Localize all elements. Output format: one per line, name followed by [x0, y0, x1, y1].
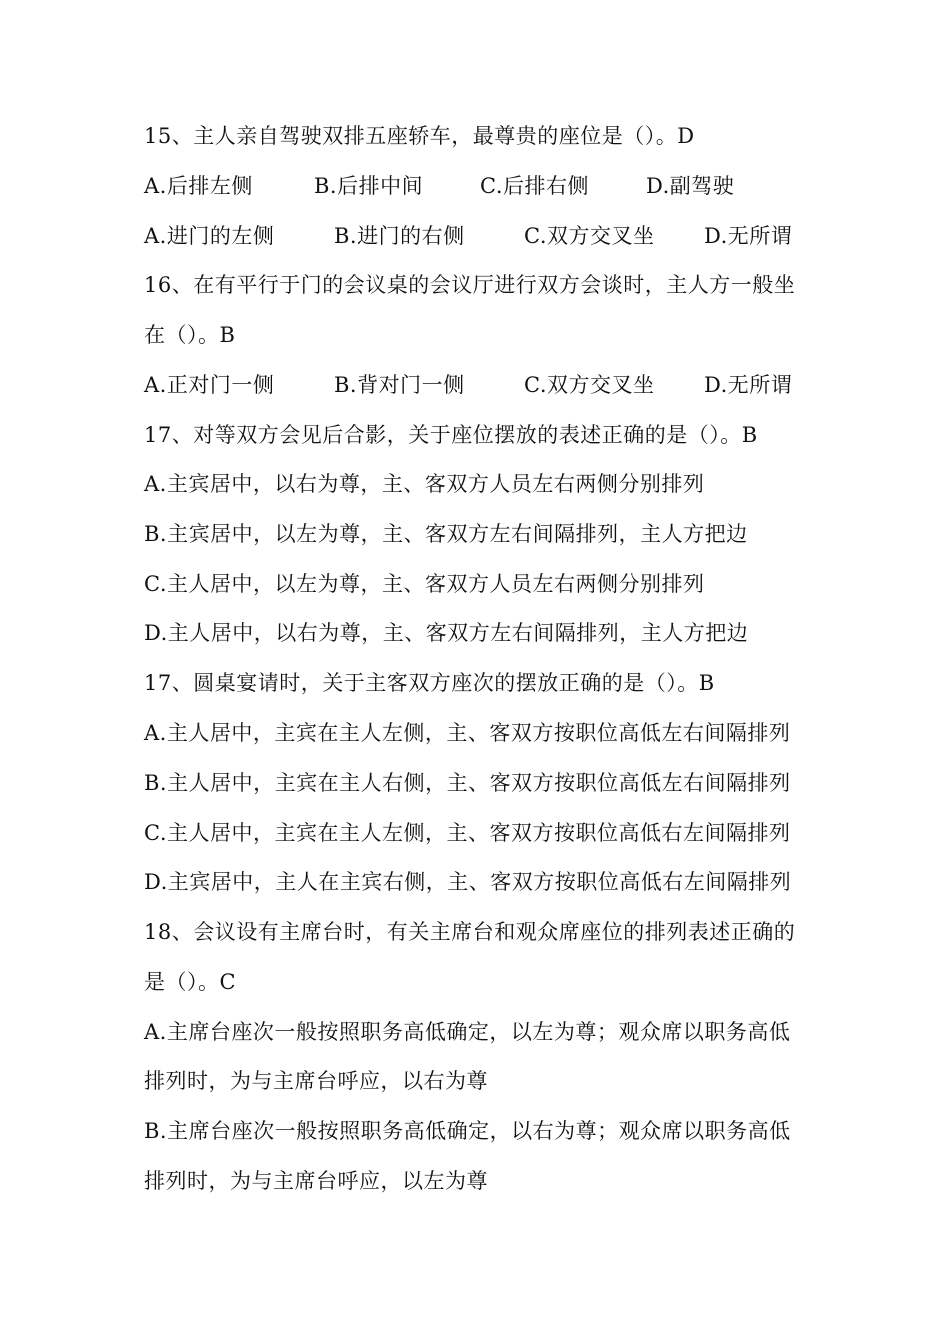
- question-17b-option-d: D.主宾居中，主人在主宾右侧，主、客双方按职位高低右左间隔排列: [144, 870, 792, 894]
- question-17b-option-b: B.主人居中，主宾在主人右侧，主、客双方按职位高低左右间隔排列: [144, 771, 791, 795]
- question-15-options-row-2: [144, 211, 824, 261]
- option-a: A.后排左侧: [144, 174, 253, 198]
- question-16-options-row: [144, 360, 824, 410]
- option-b: B.进门的右侧: [334, 224, 465, 248]
- question-17a-option-c: C.主人居中，以左为尊，主、客双方人员左右两侧分别排列: [144, 572, 705, 596]
- question-17b-stem: 17、圆桌宴请时，关于主客双方座次的摆放正确的是（）。B: [144, 671, 715, 695]
- question-16-stem-line-1: 16、在有平行于门的会议桌的会议厅进行双方会谈时，主人方一般坐: [144, 273, 796, 297]
- question-15-options-row-1: [144, 161, 824, 211]
- question-17a-option-a: A.主宾居中，以右为尊，主、客双方人员左右两侧分别排列: [144, 472, 705, 496]
- question-18-stem-line-2: 是（）。C: [144, 970, 237, 994]
- question-17a-stem: 17、对等双方会见后合影，关于座位摆放的表述正确的是（）。B: [144, 423, 758, 447]
- option-d: D.无所谓: [704, 224, 793, 248]
- option-b: B.背对门一侧: [334, 373, 465, 397]
- question-18-stem-line-1: 18、会议设有主席台时，有关主席台和观众席座位的排列表述正确的: [144, 920, 796, 944]
- option-c: C.后排右侧: [480, 174, 589, 198]
- question-17b-option-c: C.主人居中，主宾在主人左侧，主、客双方按职位高低右左间隔排列: [144, 821, 791, 845]
- option-a: A.正对门一侧: [144, 373, 275, 397]
- option-c: C.双方交叉坐: [524, 373, 655, 397]
- option-d: D.副驾驶: [646, 174, 735, 198]
- option-d: D.无所谓: [704, 373, 793, 397]
- option-b: B.后排中间: [314, 174, 424, 198]
- question-15-stem: 15、主人亲自驾驶双排五座轿车，最尊贵的座位是（）。D: [144, 124, 695, 148]
- question-18-option-b-line-1: B.主席台座次一般按照职务高低确定，以右为尊；观众席以职务高低: [144, 1119, 791, 1143]
- question-17a-option-d: D.主人居中，以右为尊，主、客双方左右间隔排列，主人方把边: [144, 621, 749, 645]
- option-c: C.双方交叉坐: [524, 224, 655, 248]
- option-a: A.进门的左侧: [144, 224, 275, 248]
- question-18-option-b-line-2: 排列时，为与主席台呼应，以左为尊: [144, 1169, 488, 1193]
- question-18-option-a-line-1: A.主席台座次一般按照职务高低确定，以左为尊；观众席以职务高低: [144, 1020, 791, 1044]
- question-17a-option-b: B.主宾居中，以左为尊，主、客双方左右间隔排列，主人方把边: [144, 522, 748, 546]
- question-18-option-a-line-2: 排列时，为与主席台呼应，以右为尊: [144, 1069, 488, 1093]
- question-17b-option-a: A.主人居中，主宾在主人左侧，主、客双方按职位高低左右间隔排列: [144, 721, 791, 745]
- question-16-stem-line-2: 在（）。B: [144, 323, 236, 347]
